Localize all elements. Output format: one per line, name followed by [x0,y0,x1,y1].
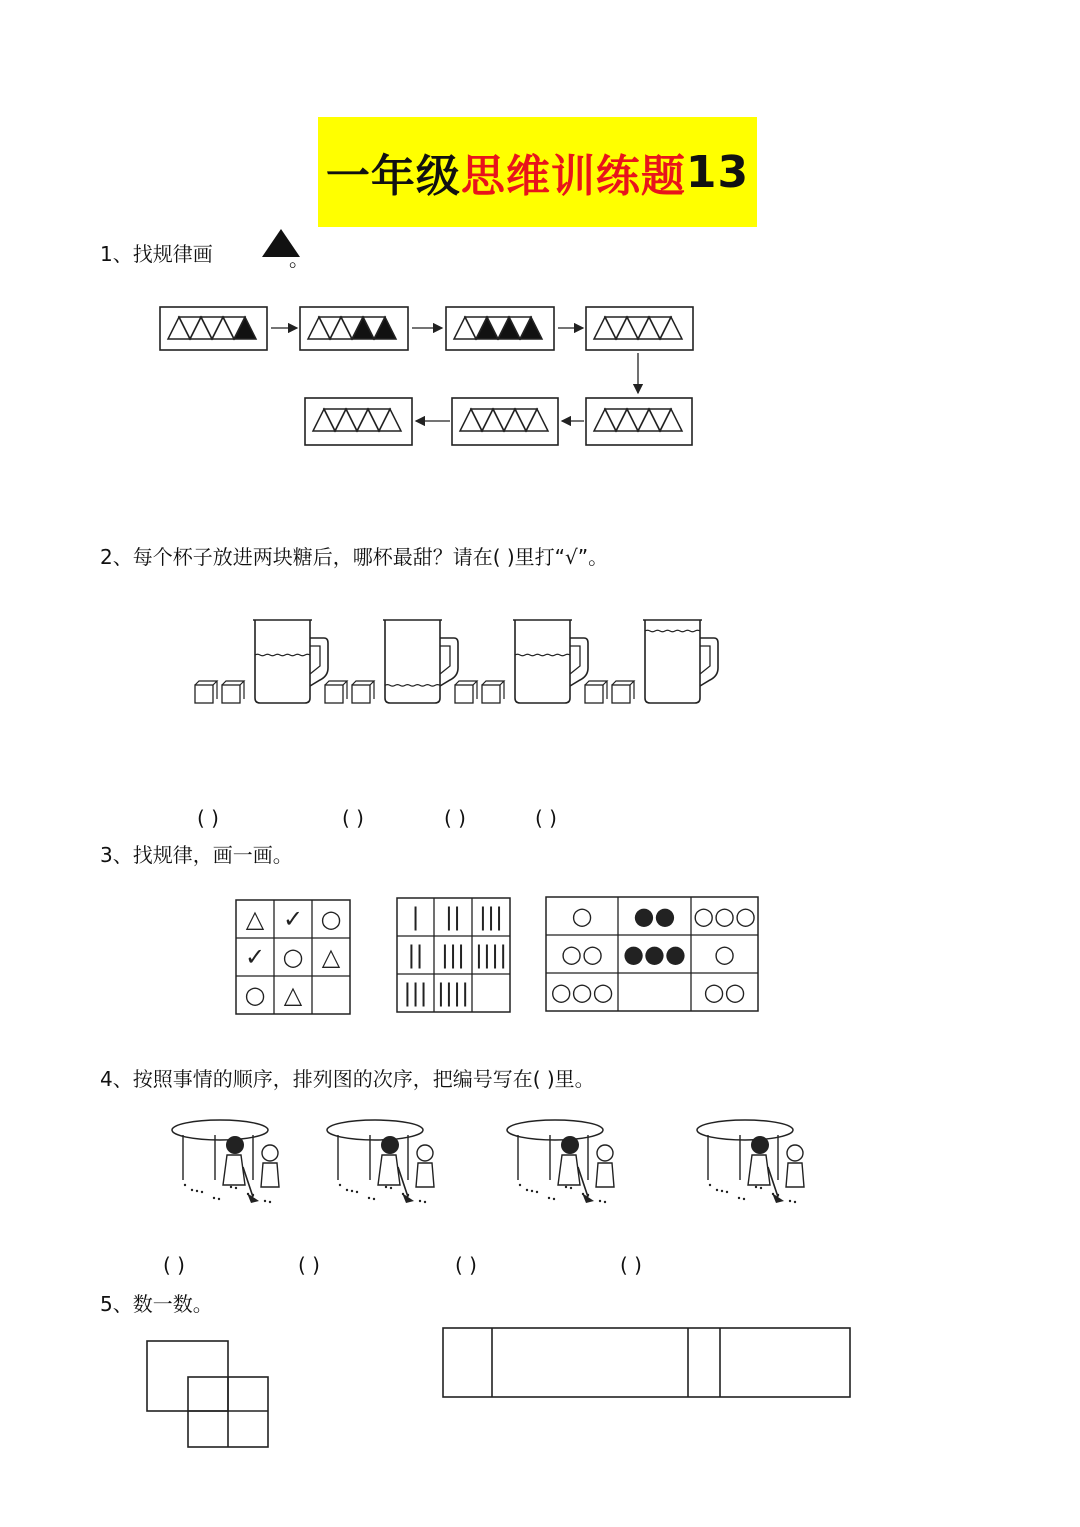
answer-paren-q4-2[interactable]: ( ) [298,1253,320,1277]
pattern-triangle [234,317,256,339]
pattern-triangle [330,317,352,339]
pattern-box-3 [446,307,554,350]
pattern-triangle [594,409,616,431]
pattern-triangle [352,317,374,339]
water-line [515,654,570,656]
question-2: 2、每个杯子放进两块糖后，哪杯最甜？请在( )里打“√”。 [100,545,609,569]
grid-cell-symbol: ||| [440,941,466,969]
pattern-triangle [313,409,335,431]
cup [585,620,718,703]
pattern-triangle [471,409,493,431]
grid-cell-symbol: |||| [474,941,508,969]
answer-paren-q4-3[interactable]: ( ) [455,1253,477,1277]
title-part-3: 13 [685,146,750,198]
page-title [318,117,757,227]
cup [325,620,458,703]
grid-cell-symbol: |||| [436,979,470,1007]
grid-cell-symbol: ✓ [282,905,304,933]
pattern-triangle [616,317,638,339]
pattern-triangle [482,409,504,431]
pattern-triangle [627,409,649,431]
answer-paren-q2-4[interactable]: ( ) [535,806,557,830]
sugar-cube [585,685,603,703]
grid-cell-symbol: ○ [282,943,304,971]
water-line [385,685,440,687]
question-3: 3、找规律，画一画。 [100,843,293,867]
filled-triangle-icon [258,225,308,270]
pattern-triangle [374,317,396,339]
grid1 [236,900,350,1014]
grid-cell-symbol: ○ [320,905,342,933]
pattern-triangle [319,317,341,339]
answer-paren-q4-1[interactable]: ( ) [163,1253,185,1277]
pattern-triangle [324,409,346,431]
title-part-2: 思维训练题 [460,151,686,202]
sweeping-scene [172,1120,279,1203]
pattern-triangle [346,409,368,431]
sweeping-scene [507,1120,614,1203]
pattern-triangle [498,317,520,339]
sweeping-scenes [150,1105,840,1215]
pattern-triangle [649,409,671,431]
grid-cell-symbol: | [411,903,420,931]
pattern-triangle [526,409,548,431]
grid-cell-symbol: △ [245,905,265,933]
grid-cell-symbol: △ [321,943,341,971]
pattern-triangle [627,317,649,339]
sugar-cube [222,685,240,703]
pattern-triangle [638,409,660,431]
sugar-cube [195,685,213,703]
pattern-triangle [460,409,482,431]
grid-cell-symbol: || [444,903,462,931]
sugar-cube [352,685,370,703]
pattern-box-1 [160,307,267,350]
pattern-box-5 [586,398,692,445]
grid-cell-symbol: ○ [571,902,593,930]
cup [455,620,588,703]
pattern-triangle [379,409,401,431]
pattern-triangle [493,409,515,431]
sugar-cube [325,685,343,703]
pattern-triangle [168,317,190,339]
pattern-triangle [335,409,357,431]
pattern-triangle [454,317,476,339]
pattern-box-4 [586,307,693,350]
pattern-grids [230,890,770,1020]
pattern-triangle [368,409,390,431]
pattern-triangle [179,317,201,339]
question-1-tail: 。 [289,247,309,271]
sugar-cube [455,685,473,703]
answer-paren-q2-2[interactable]: ( ) [342,806,364,830]
water-line [645,630,700,632]
grid2 [397,898,510,1012]
sugar-cube [482,685,500,703]
pattern-triangle [605,409,627,431]
rectangle-count-figure [440,1325,855,1403]
grid-cell-symbol: ●● [633,902,676,930]
pattern-box-6 [452,398,558,445]
pattern-triangle [616,409,638,431]
answer-paren-q4-4[interactable]: ( ) [620,1253,642,1277]
grid-cell-symbol: || [407,941,424,969]
sugar-cube [612,685,630,703]
triangle-pattern-sequence [150,295,710,460]
cup [195,620,328,703]
pattern-triangle [649,317,671,339]
grid-cell-symbol: △ [283,981,303,1009]
pattern-triangle [605,317,627,339]
answer-paren-q2-3[interactable]: ( ) [444,806,466,830]
title-part-1: 一年级 [325,151,461,202]
water-line [255,654,310,656]
grid-cell-symbol: ○ [244,981,266,1009]
sweeping-scene [697,1120,804,1203]
pattern-triangle [594,317,616,339]
square-count-figure [140,1335,280,1455]
pattern-box-2 [300,307,408,350]
question-5: 5、数一数。 [100,1292,213,1316]
pattern-triangle [476,317,498,339]
grid-cell-symbol: ○○ [561,940,603,968]
pattern-triangle [660,409,682,431]
pattern-triangle [201,317,223,339]
pattern-box-7 [305,398,412,445]
pattern-triangle [520,317,542,339]
sweeping-scene [327,1120,434,1203]
cups-figure [190,600,730,710]
pattern-triangle [212,317,234,339]
pattern-triangle [638,317,660,339]
pattern-triangle [190,317,212,339]
grid-cell-symbol: ○ [714,940,735,968]
grid-cell-symbol: ✓ [244,943,266,971]
pattern-triangle [357,409,379,431]
pattern-triangle [660,317,682,339]
grid-cell-symbol: ||| [403,979,428,1007]
grid-cell-symbol: ○○○ [693,902,756,930]
pattern-triangle [504,409,526,431]
question-4: 4、按照事情的顺序，排列图的次序，把编号写在( )里。 [100,1067,595,1091]
grid3 [546,897,758,1011]
grid-cell-symbol: ○○ [703,978,746,1006]
grid-cell-symbol: ○○○ [550,978,614,1006]
grid-cell-symbol: ||| [478,903,504,931]
question-1: 1、找规律画 [100,242,213,266]
pattern-triangle [515,409,537,431]
pattern-triangle [308,317,330,339]
grid-cell-symbol: ●●● [623,940,686,968]
answer-paren-q2-1[interactable]: ( ) [197,806,219,830]
